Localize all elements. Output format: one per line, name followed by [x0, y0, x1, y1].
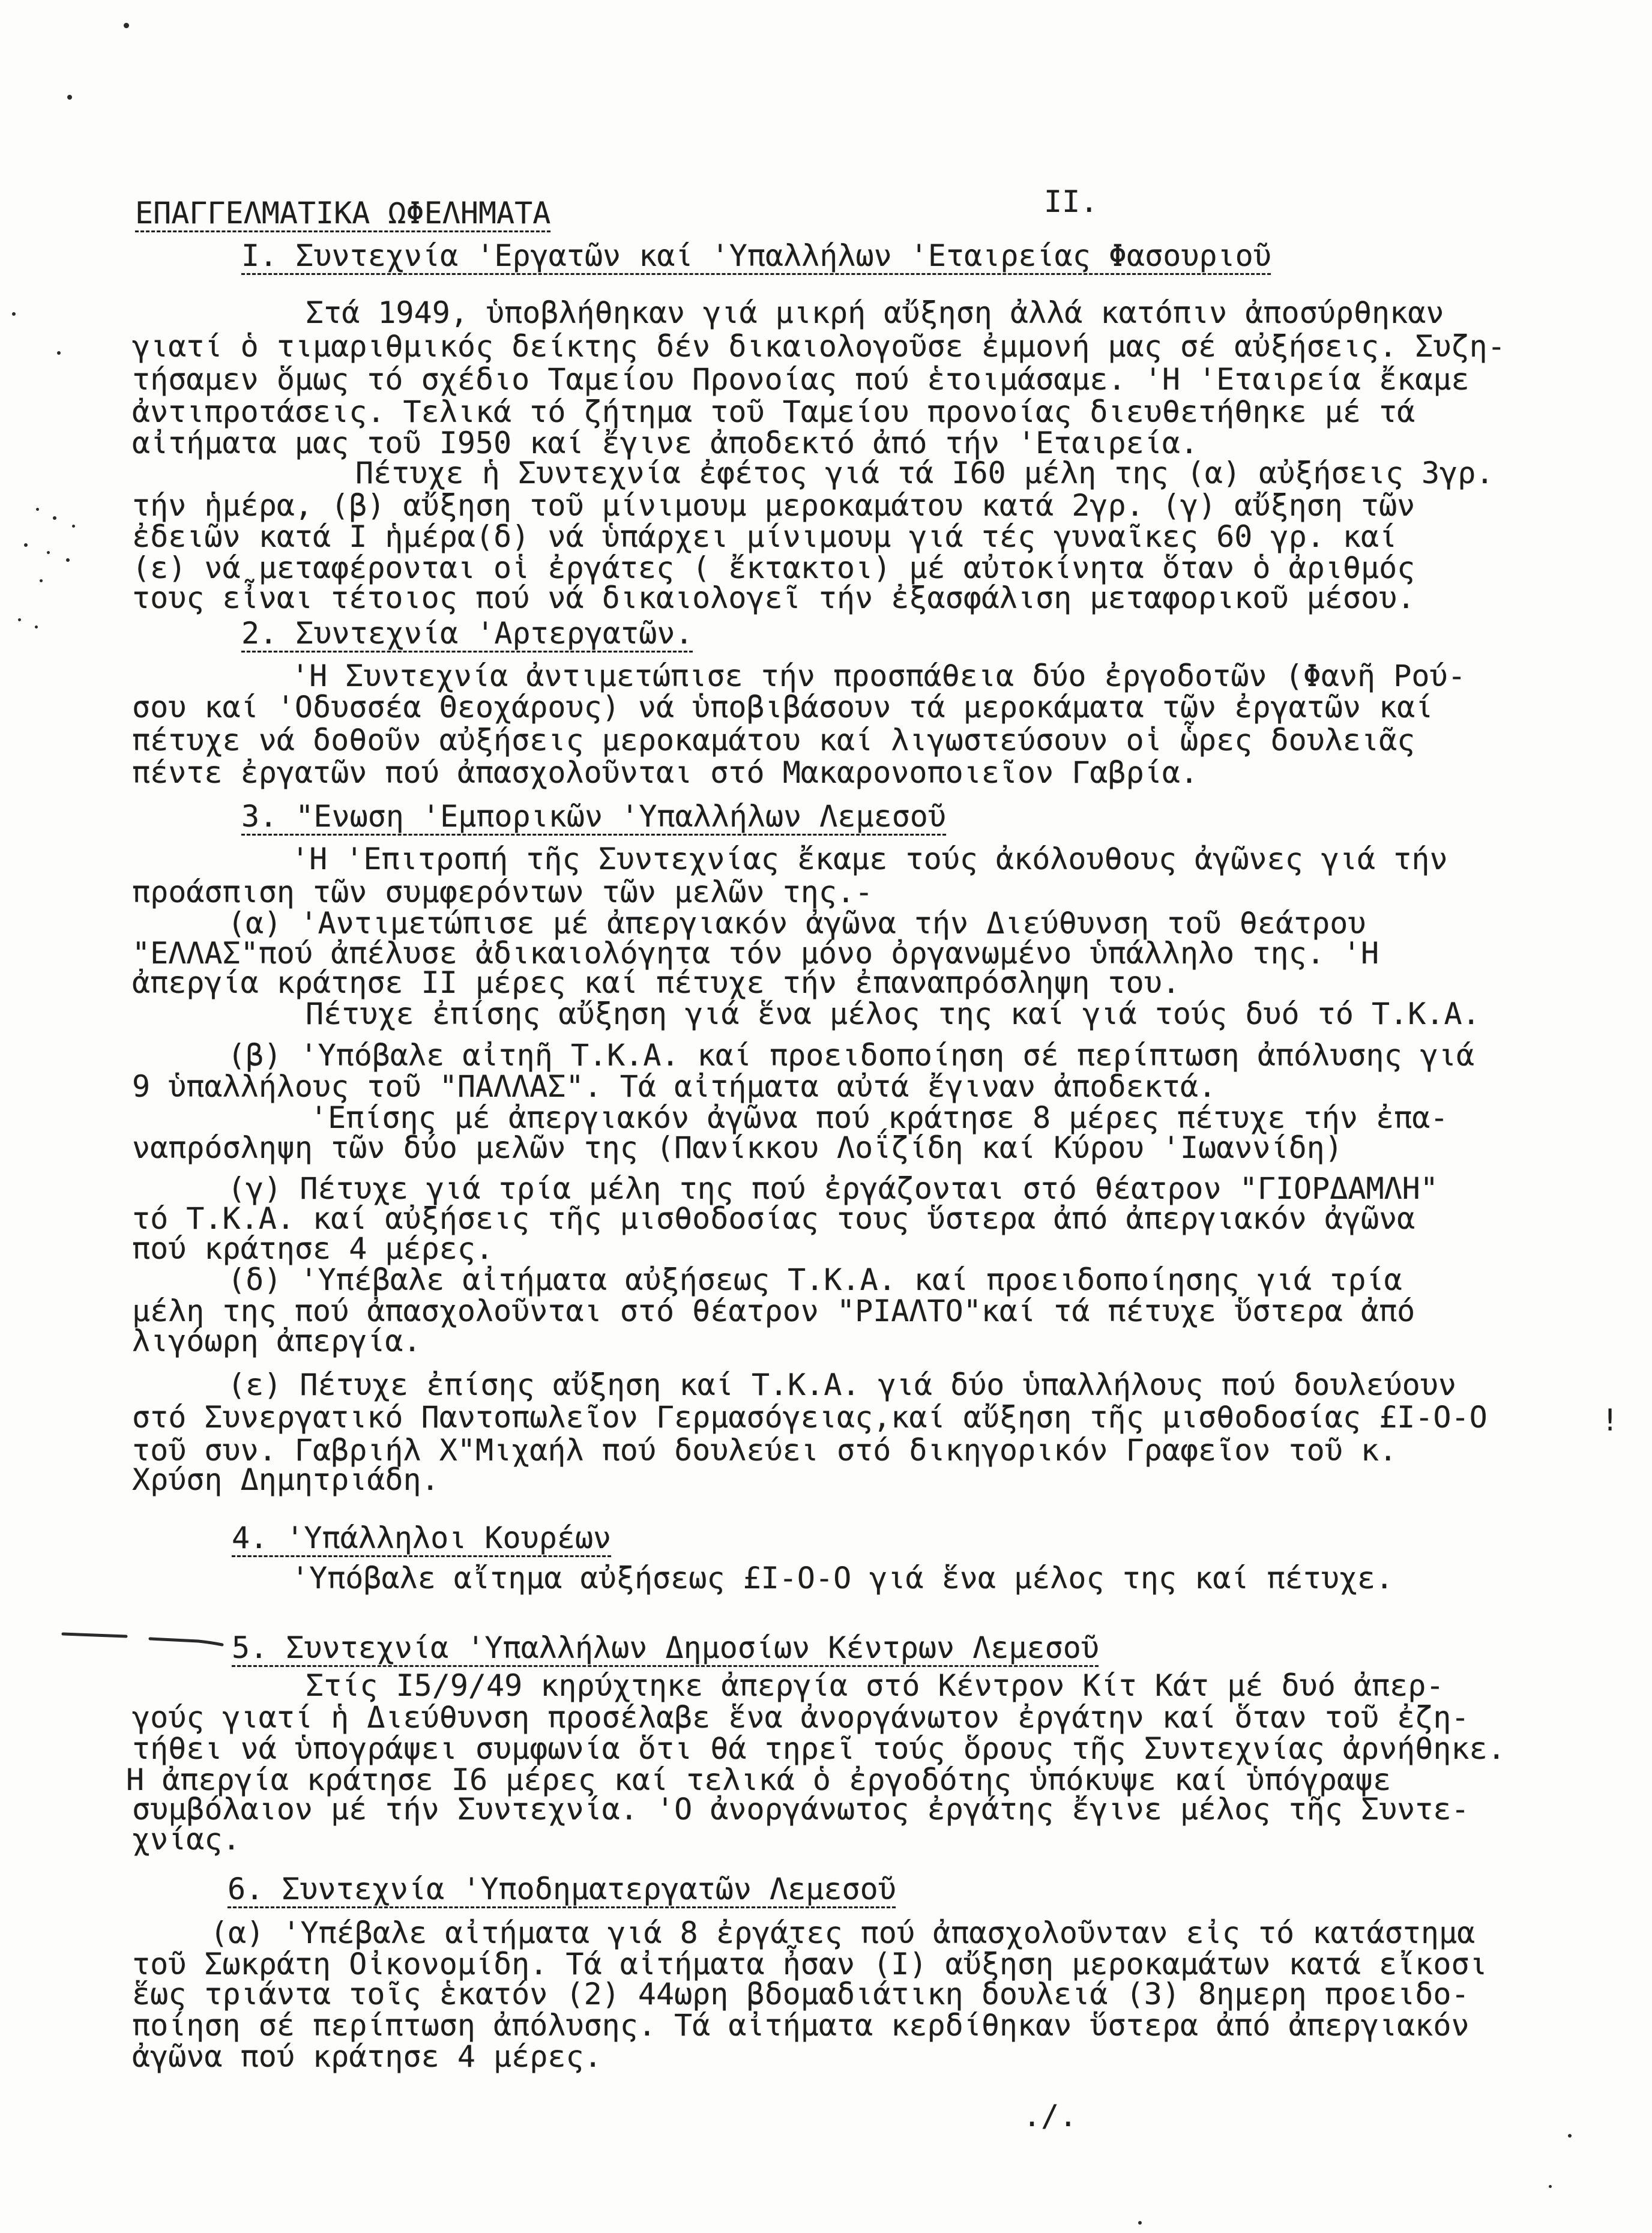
ink-speck	[53, 516, 56, 520]
text-line: "ΕΛΛΑΣ"πού ἀπέλυσε ἀδικαιολόγητα τόν μόνο ὀργανωμένο ὑπάλληλο της. 'Η	[132, 936, 1379, 971]
text-line: (ε) Πέτυχε ἐπίσης αὔξηση καί Τ.Κ.Α. γιά δύο ὑπαλλήλους πού δουλεύουν	[228, 1367, 1456, 1402]
ink-speck	[1549, 2185, 1552, 2188]
text-line: 'Η 'Επιτροπή τῆς Συντεχνίας ἔκαμε τούς ἀκόλουθους ἀγῶνες γιά τήν	[291, 842, 1448, 876]
text-line: χνίας.	[132, 1822, 241, 1857]
text-line: ἀντιπροτάσεις. Τελικά τό ζήτημα τοῦ Ταμείου προνοίας διευθετήθηκε μέ τά	[132, 394, 1415, 429]
text-line: Η ἀπεργία κράτησε Ι6 μέρες καί τελικά ὁ ἐργοδότης ὑπόκυψε καί ὑπόγραψε	[126, 1762, 1391, 1797]
continuation-mark: ./.	[1023, 2099, 1078, 2133]
text-line: ναπρόσληψη τῶν δύο μελῶν της (Πανίκκου Λοΐζίδη καί Κύρου 'Ιωαννίδη)	[132, 1130, 1343, 1165]
text-line: Στά 1949, ὑποβλήθηκαν γιά μικρή αὔξηση ἀλλά κατόπιν ἀποσύρθηκαν	[306, 295, 1444, 330]
text-line: (ε) νά μεταφέρονται οἱ ἐργάτες ( ἔκτακτοι) μέ αὐτοκίνητα ὅταν ὁ ἀριθμός	[132, 550, 1415, 585]
section-heading: Ι. Συντεχνία 'Εργατῶν καί 'Υπαλλήλων 'Εταιρείας Φασουριοῦ	[241, 238, 1271, 273]
ink-speck	[66, 558, 70, 562]
text-line: στό Συνεργατικό Παντοπωλεῖον Γερμασόγειας,καί αὔξηση τῆς μισθοδοσίας £Ι-Ο-Ο	[132, 1400, 1488, 1435]
text-line: γιατί ὁ τιμαριθμικός δείκτης δέν δικαιολογοῦσε ἐμμονή μας σέ αὐξήσεις. Συζη-	[132, 329, 1506, 364]
ink-speck	[1138, 2221, 1142, 2225]
text-line: 9 ὑπαλλήλους τοῦ "ΠΑΛΛΑΣ". Τά αἰτήματα αὐτά ἔγιναν ἀποδεκτά.	[132, 1069, 1217, 1104]
margin-exclamation: !	[1601, 1403, 1620, 1438]
text-line: (α) 'Αντιμετώπισε μέ ἀπεργιακόν ἀγῶνα τήν Διεύθυνση τοῦ θεάτρου	[228, 906, 1366, 941]
ink-speck	[24, 543, 28, 547]
page-number: II.	[1044, 184, 1099, 219]
text-line: ποίηση σέ περίπτωση ἀπόλυσης. Τά αἰτήματα κερδίθηκαν ὕστερα ἀπό ἀπεργιακόν	[132, 2008, 1470, 2043]
text-line: τήν ἡμέρα, (β) αὔξηση τοῦ μίνιμουμ μεροκαμάτου κατά 2γρ. (γ) αὔξηση τῶν	[132, 488, 1415, 523]
text-line: Χρύση Δημητριάδη.	[132, 1462, 439, 1497]
text-line: Πέτυχε ἡ Συντεχνία ἐφέτος γιά τά Ι60 μέλη της (α) αὐξήσεις 3γρ.	[355, 456, 1494, 490]
text-line: μέλη της πού ἀπασχολοῦνται στό θέατρον "ΡΙΑΛΤΟ"καί τά πέτυχε ὕστερα ἀπό	[132, 1294, 1415, 1328]
ink-speck	[36, 508, 39, 511]
text-line: λιγόωρη ἀπεργία.	[132, 1324, 421, 1358]
text-line: τό Τ.Κ.Α. καί αὐξήσεις τῆς μισθοδοσίας τους ὕστερα ἀπό ἀπεργιακόν ἀγῶνα	[132, 1201, 1415, 1236]
text-line: Πέτυχε ἐπίσης αὔξηση γιά ἕνα μέλος της καί γιά τούς δυό τό Τ.Κ.Α.	[306, 996, 1480, 1031]
ink-speck	[35, 625, 38, 628]
text-line: 'Η Συντεχνία ἀντιμετώπισε τήν προσπάθεια δύο ἐργοδοτῶν (Φανῆ Ρού-	[291, 658, 1466, 693]
text-line: γούς γιατί ἡ Διεύθυνση προσέλαβε ἕνα ἀνοργάνωτον ἐργάτην καί ὅταν τοῦ ἐζη-	[132, 1700, 1470, 1735]
section-heading: 5. Συντεχνία 'Υπαλλήλων Δημοσίων Κέντρων Λεμεσοῦ	[232, 1630, 1099, 1665]
text-line: (β) 'Υπόβαλε αἰτηῆ Τ.Κ.Α. καί προειδοποίηση σέ περίπτωση ἀπόλυσης γιά	[228, 1038, 1475, 1073]
text-line: σου καί 'Οδυσσέα Θεοχάρους) νά ὑποβιβάσουν τά μεροκάματα τῶν ἐργατῶν καί	[132, 690, 1433, 725]
text-line: ἐδειῶν κατά Ι ἡμέρα(δ) νά ὑπάρχει μίνιμουμ γιά τές γυναῖκες 60 γρ. καί	[132, 519, 1397, 554]
text-line: τοῦ συν. Γαβριήλ Χ"Μιχαήλ πού δουλεύει στό δικηγορικόν Γραφεῖον τοῦ κ.	[132, 1433, 1397, 1468]
ink-speck	[47, 551, 50, 554]
text-line: πού κράτησε 4 μέρες.	[132, 1231, 494, 1266]
section-heading: 2. Συντεχνία 'Αρτεργατῶν.	[241, 616, 693, 651]
page-title: ΕΠΑΓΓΕΛΜΑΤΙΚΑ ΩΦΕΛΗΜΑΤΑ	[135, 196, 551, 231]
text-line: ἀγῶνα πού κράτησε 4 μέρες.	[132, 2039, 602, 2074]
text-line: τήσαμεν ὅμως τό σχέδιο Ταμείου Προνοίας πού ἑτοιμάσαμε. 'Η 'Εταιρεία ἔκαμε	[132, 362, 1470, 397]
text-line: (δ) 'Υπέβαλε αἰτήματα αὐξήσεως Τ.Κ.Α. καί προειδοποίησης γιά τρία	[228, 1262, 1402, 1297]
text-line: συμβόλαιον μέ τήν Συντεχνία. 'Ο ἀνοργάνωτος ἐργάτης ἔγινε μέλος τῆς Συντε-	[132, 1792, 1470, 1827]
text-line: πέτυχε νά δοθοῦν αὐξήσεις μεροκαμάτου καί λιγωστεύσουν οἱ ὧρες δουλειᾶς	[132, 723, 1415, 758]
text-line: προάσπιση τῶν συμφερόντων τῶν μελῶν της.-	[132, 875, 873, 909]
text-line: τους εἶναι τέτοιος πού νά δικαιολογεῖ τήν ἐξασφάλιση μεταφορικοῦ μέσου.	[132, 580, 1415, 615]
text-line: τοῦ Σωκράτη Οἰκονομίδη. Τά αἰτήματα ἦσαν (Ι) αὔξηση μεροκαμάτων κατά εἴκοσι	[132, 1947, 1488, 1981]
text-line: 'Υπόβαλε αἴτημα αὐξήσεως £Ι-Ο-Ο γιά ἕνα μέλος της καί πέτυχε.	[291, 1561, 1394, 1596]
text-line: Στίς Ι5/9/49 κηρύχτηκε ἀπεργία στό Κέντρον Κίτ Κάτ μέ δυό ἀπερ-	[306, 1668, 1444, 1703]
ink-speck	[1568, 2134, 1572, 2138]
text-line: ἕως τριάντα τοῖς ἑκατόν (2) 44ωρη βδομαδιάτικη δουλειά (3) 8ημερη προειδο-	[132, 1977, 1470, 2012]
text-line: 'Επίσης μέ ἀπεργιακόν ἀγῶνα πού κράτησε 8 μέρες πέτυχε τήν ἐπα-	[310, 1100, 1449, 1135]
ink-speck	[18, 618, 21, 621]
ink-speck	[72, 525, 75, 528]
section-heading: 6. Συντεχνία 'Υποδηματεργατῶν Λεμεσοῦ	[228, 1872, 896, 1906]
text-line: (α) 'Υπέβαλε αἰτήματα γιά 8 ἐργάτες πού ἀπασχολοῦνταν εἰς τό κατάστημα	[210, 1915, 1476, 1950]
ink-speck	[124, 23, 129, 28]
ink-speck	[67, 95, 72, 100]
section-heading: 3. "Ενωση 'Εμπορικῶν 'Υπαλλήλων Λεμεσοῦ	[241, 799, 946, 834]
text-line: αἰτήματα μας τοῦ Ι950 καί ἔγινε ἀποδεκτό ἀπό τήν 'Εταιρεία.	[132, 426, 1199, 460]
ink-speck	[40, 579, 43, 582]
ink-speck	[57, 351, 61, 355]
text-line: ἀπεργία κράτησε ΙΙ μέρες καί πέτυχε τήν ἐπαναπρόσληψη του.	[132, 965, 1180, 1000]
margin-pen-stroke	[60, 1621, 234, 1657]
text-line: τήθει νά ὑπογράψει συμφωνία ὅτι θά τηρεῖ τούς ὅρους τῆς Συντεχνίας ἀρνήθηκε.	[132, 1731, 1506, 1766]
ink-speck	[12, 312, 16, 316]
text-line: (γ) Πέτυχε γιά τρία μέλη της πού ἐργάζονται στό θέατρον "ΓΙΟΡΔΑΜΛΗ"	[228, 1171, 1438, 1206]
text-line: πέντε ἐργατῶν πού ἀπασχολοῦνται στό Μακαρονοποιεῖον Γαβρία.	[132, 755, 1199, 790]
section-heading: 4. 'Υπάλληλοι Κουρέων	[232, 1520, 612, 1555]
